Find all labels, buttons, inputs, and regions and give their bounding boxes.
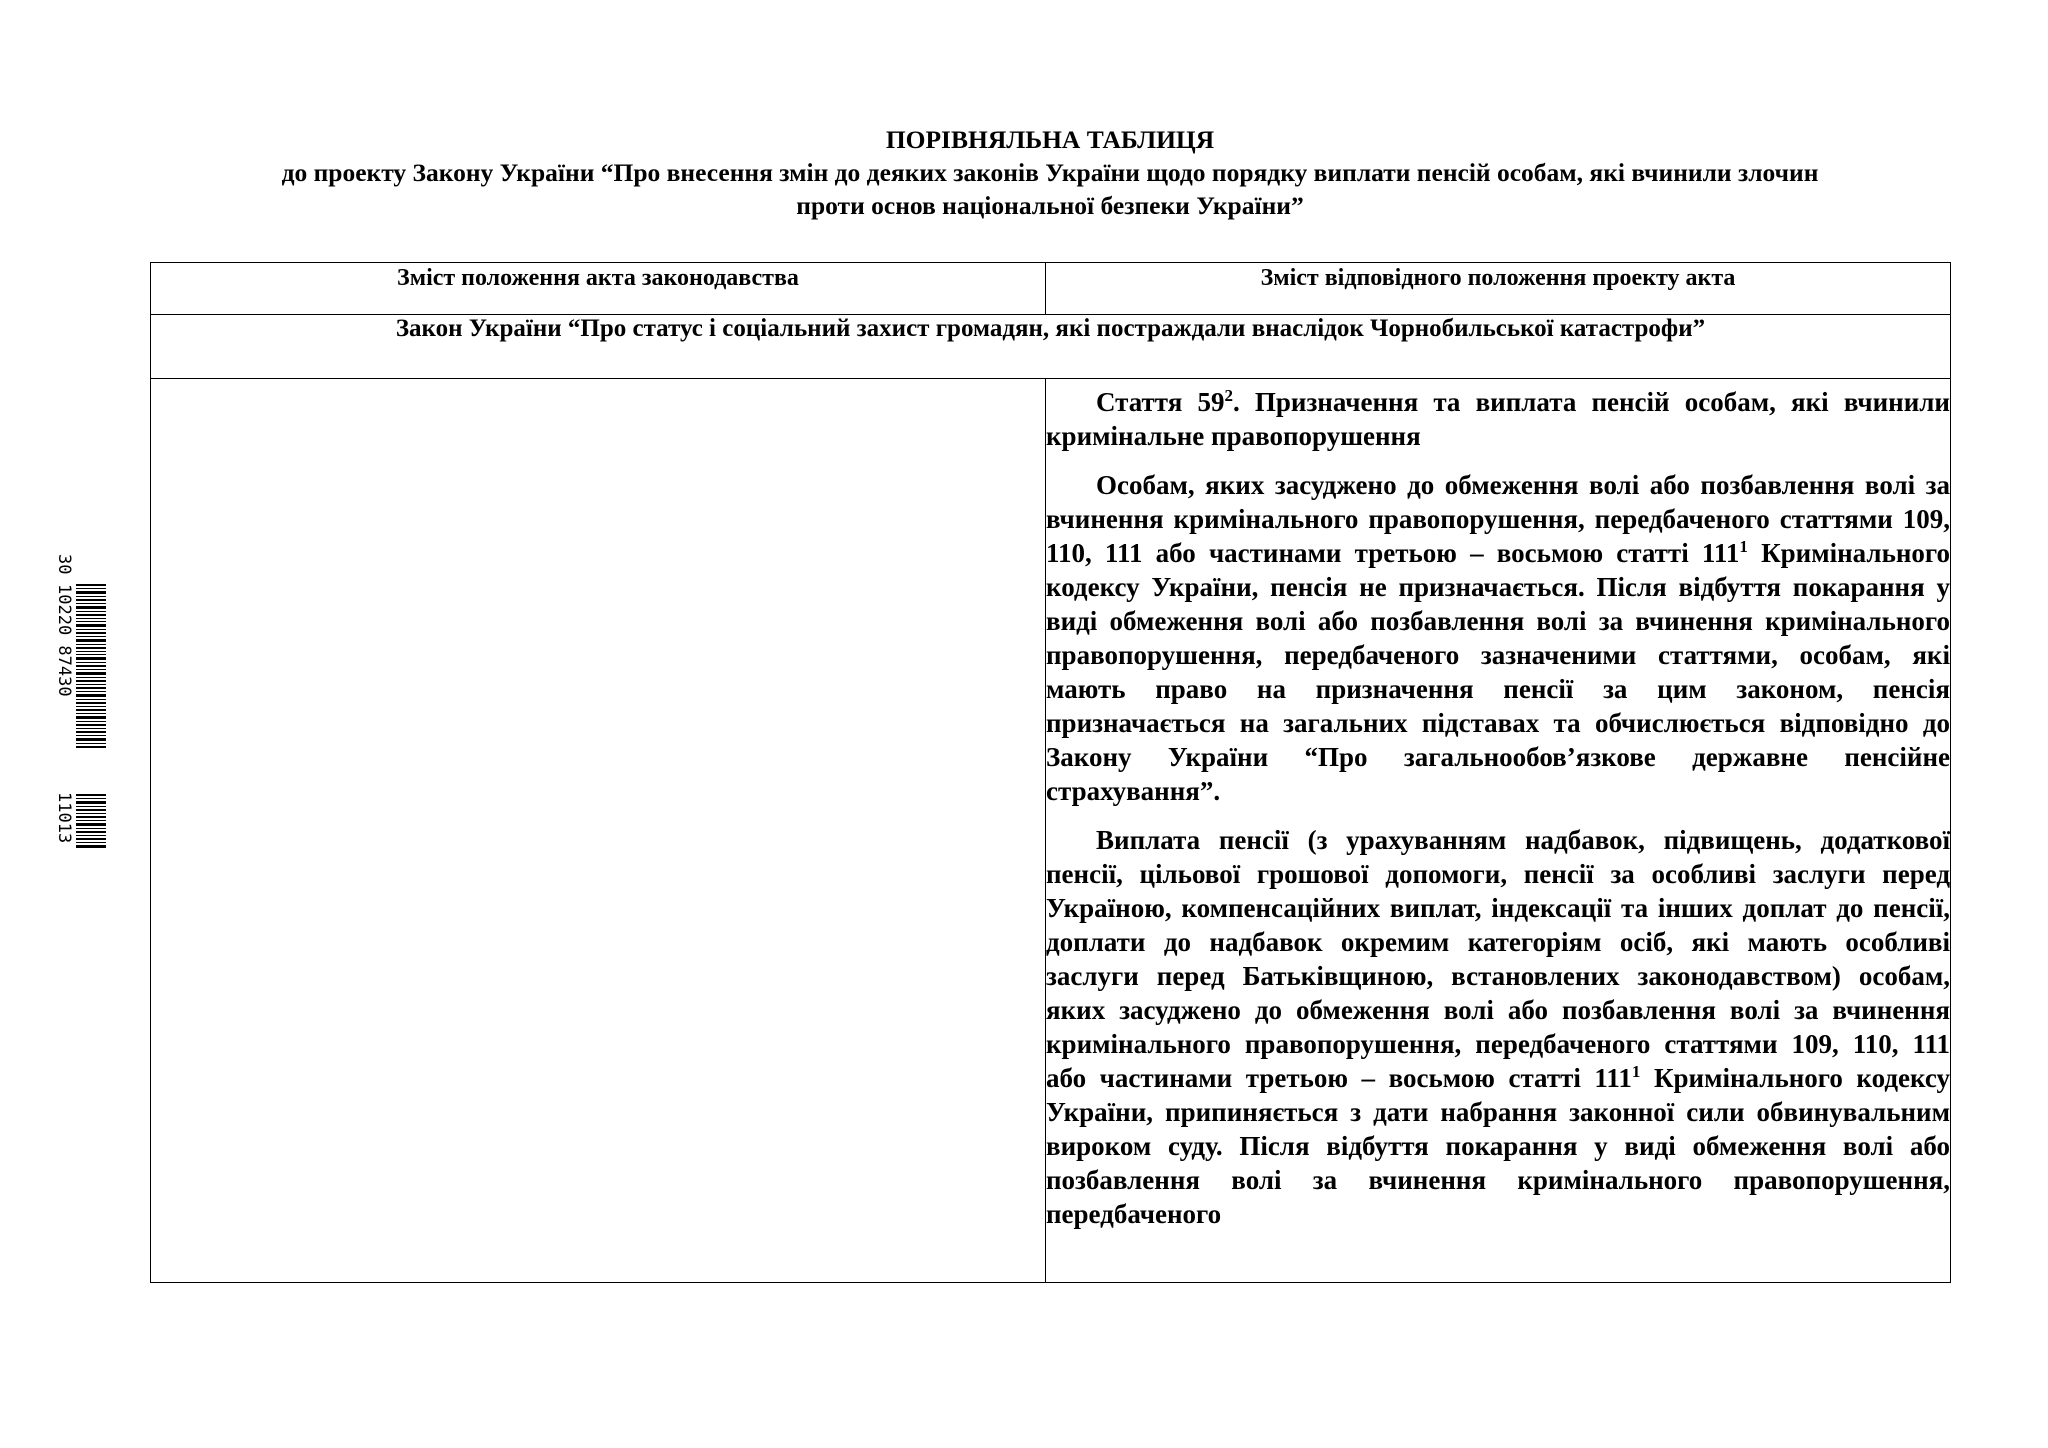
document-subtitle-line-1: до проекту Закону України “Про внесення змін до деяких законів України щодо порядку виплати пенсій особам, які вчинили злочин xyxy=(281,158,1819,187)
paragraph-1-text-a: Особам, яких засуджено до обмеження волі або позбавлення волі за вчинення кримінального правопорушення, передбаченого статтями 109, 110, 111 або частинами третьою – восьмою статті 111 xyxy=(1046,470,1950,568)
document-title: ПОРІВНЯЛЬНА ТАБЛИЦЯ xyxy=(885,125,1215,154)
article-paragraph-2 xyxy=(1046,823,1950,1231)
barcode-number-top: 30 xyxy=(54,554,74,575)
current-law-cell xyxy=(151,379,1046,1283)
draft-act-cell xyxy=(1046,379,1951,1283)
paragraph-2-superscript: 1 xyxy=(1631,1062,1641,1081)
comparison-table xyxy=(150,262,1951,1283)
article-title xyxy=(1046,385,1950,453)
paragraph-2-text-b: Кримінального кодексу України, припиняється з дати набрання законної сили обвинувальним вироком суду. Після відбуття покарання у виді обмеження волі або позбавлення волі за вчинення кримінального правопорушення, передбаченого xyxy=(1046,1063,1950,1229)
paragraph-2-text-a: Виплата пенсії (з урахуванням надбавок, підвищень, додаткової пенсії, цільової грошової допомоги, пенсії за особливі заслуги перед Україною, компенсаційних виплат, індексації та інших доплат до пенсії, доплати до надбавок окремим категоріям осіб, які мають особливі заслуги перед Батьківщиною, встановлених законодавством) особам, яких засуджено до обмеження волі або позбавлення волі за вчинення кримінального правопорушення, передбаченого статтями 109, 110, 111 або частинами третьою – восьмою статті 111 xyxy=(1046,825,1950,1093)
column-header-draft-act: Зміст відповідного положення проекту акта xyxy=(1046,263,1951,315)
article-paragraph-1 xyxy=(1046,468,1950,808)
barcode-number-middle: 10220 87430 xyxy=(54,584,74,697)
article-title-text: Стаття 59 xyxy=(1096,387,1225,417)
paragraph-1-text-b: Кримінального кодексу України, пенсія не призначається. Після відбуття покарання у виді обмеження волі або позбавлення волі за вчинення кримінального правопорушення, передбаченого зазначеними статтями, особам, які мають право на призначення пенсії за цим законом, пенсія призначається на загальних підставах та обчислюється відповідно до Закону України “Про загальнообов’язкове державне пенсійне страхування”. xyxy=(1046,538,1950,806)
paragraph-1-superscript: 1 xyxy=(1739,537,1748,556)
table-header-row xyxy=(151,263,1951,315)
barcode-number-bottom: 11013 xyxy=(54,792,74,844)
article-title-superscript: 2 xyxy=(1224,386,1233,405)
table-row xyxy=(151,379,1951,1283)
section-title: Закон України “Про статус і соціальний захист громадян, які постраждали внаслідок Чорнобильської катастрофи” xyxy=(151,315,1951,379)
document-subtitle-line-2: проти основ національної безпеки України” xyxy=(796,191,1304,220)
section-row xyxy=(151,315,1951,379)
barcode xyxy=(52,554,112,854)
article-title-rest: . Призначення та виплата пенсій особам, які вчинили кримінальне правопорушення xyxy=(1046,387,1950,451)
document-header xyxy=(150,123,1950,222)
column-header-current-law: Зміст положення акта законодавства xyxy=(151,263,1046,315)
